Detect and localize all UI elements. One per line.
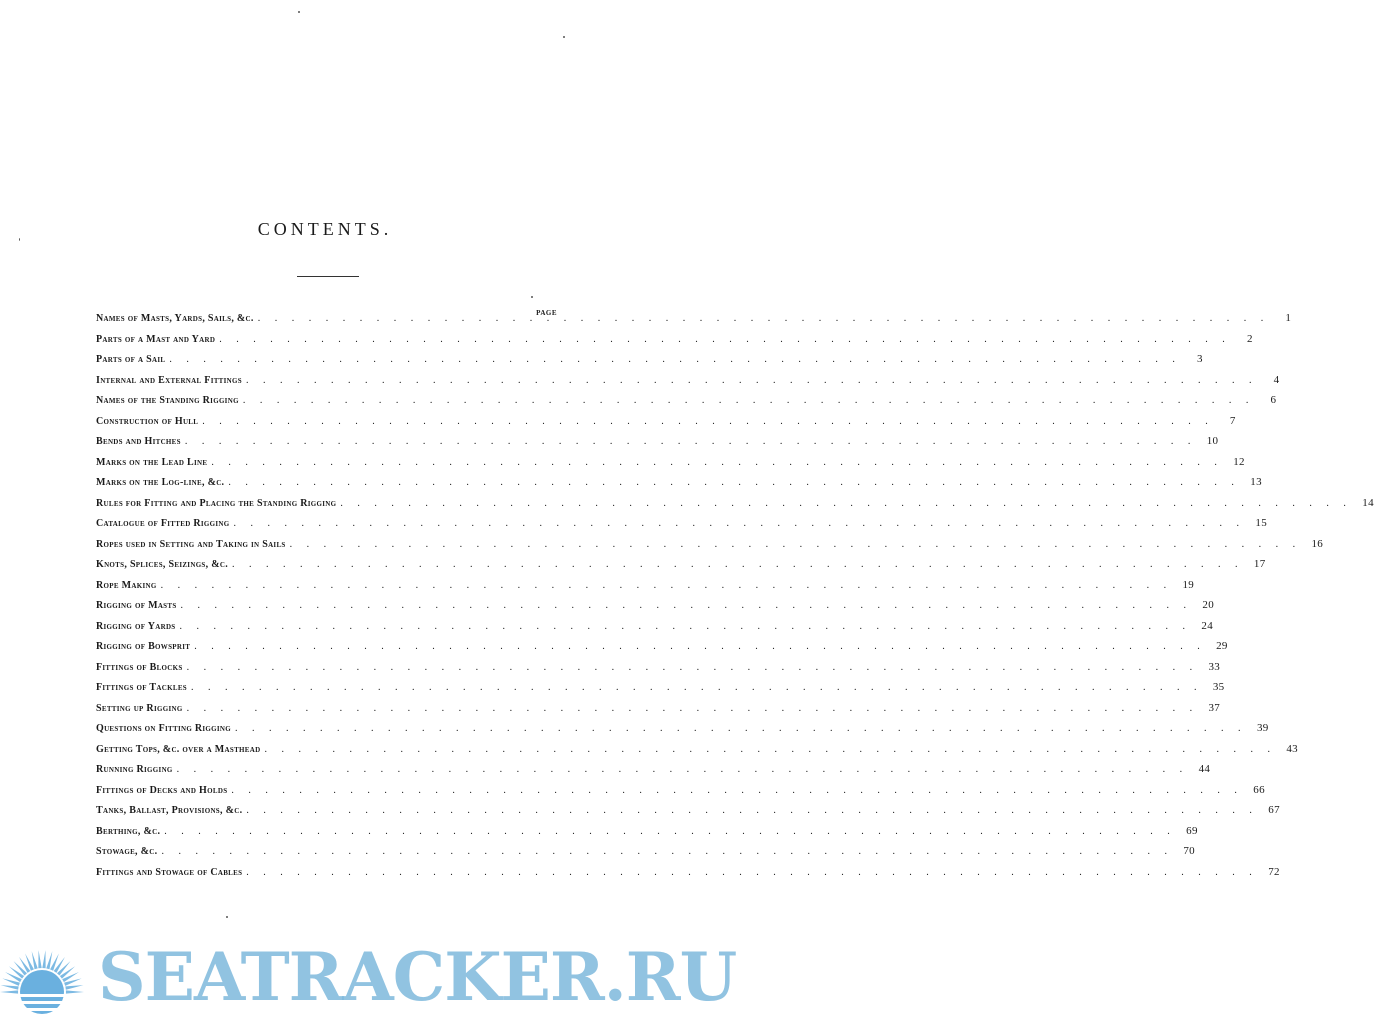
dot-leader [264,744,1276,755]
dot-leader [246,375,1258,386]
page-speck [531,296,533,298]
toc-entry-page-number: 35 [1212,681,1225,693]
toc-entry-page-number: 17 [1253,558,1266,570]
toc-entry-page-number: 19 [1182,578,1195,591]
toc-entry [96,496,1374,518]
toc-entry-label: Fittings of Blocks [96,661,183,673]
toc-entry [96,414,1236,436]
toc-entry [96,804,1280,825]
toc-entry-label: Fittings of Tackles [96,682,187,693]
contents-title: CONTENTS. [257,219,393,239]
toc-entry-page-number: 20 [1202,599,1215,611]
toc-entry-label: Stowage, &c. [96,846,158,857]
dot-leader [234,518,1246,529]
toc-entry-label: Marks on the Log-line, &c. [96,477,225,488]
toc-entry-page-number: 66 [1253,783,1265,796]
toc-entry-label: Names of Masts, Yards, Sails, &c. [96,313,254,324]
toc-entry-page-number: 37 [1208,701,1221,714]
page-speck [298,11,300,13]
toc-entry-page-number: 44 [1198,763,1211,775]
toc-entry-page-number: 39 [1256,722,1269,734]
dot-leader [228,477,1240,488]
dot-leader [232,559,1244,570]
toc-entry-page-number: 43 [1286,742,1298,755]
toc-entry-label: Knots, Splices, Seizings, &c. [96,559,229,570]
watermark-text: SEATRACKER.RU [98,938,737,1016]
toc-entry-label: Rigging of Yards [96,620,176,632]
toc-entry-label: Ropes used in Setting and Taking in Sails [96,538,286,550]
toc-entry-label: Rules for Fitting and Placing the Standing Rigging [96,497,337,509]
toc-entry-page-number: 1 [1285,312,1292,324]
page-column-heading: PAGE [536,309,557,317]
toc-entry-label: Running Rigging [96,764,173,775]
toc-entry [96,865,1280,887]
dot-leader [243,395,1255,406]
toc-entry-label: Setting up Rigging [96,702,183,714]
dot-leader [161,580,1173,591]
toc-entry-label: Fittings of Decks and Holds [96,784,228,796]
toc-entry-label: Internal and External Fittings [96,374,242,386]
watermark [0,930,737,1026]
toc-entry-label: Rope Making [96,579,157,591]
dot-leader [246,867,1258,878]
toc-entry-page-number: 14 [1362,496,1374,509]
dot-leader [211,457,1223,468]
toc-entry-label: Catalogue of Fitted Rigging [96,518,230,529]
toc-entry [96,660,1221,682]
toc-entry [96,640,1228,661]
toc-entry-label: Getting Tops, &c. over a Masthead [96,743,261,755]
dot-leader [161,846,1173,857]
toc-entry [96,455,1245,477]
toc-entry-page-number: 13 [1250,476,1262,488]
dot-leader [169,354,1181,365]
toc-entry-page-number: 12 [1233,455,1245,468]
toc-entry [96,701,1221,723]
toc-entry-page-number: 10 [1206,435,1219,447]
toc-entry [96,742,1298,764]
toc-entry [96,681,1225,702]
dot-leader [185,436,1197,447]
toc-entry [96,435,1219,456]
toc-entry-page-number: 16 [1311,537,1324,550]
dot-leader [187,662,1199,673]
toc-entry [96,599,1215,620]
toc-entry-label: Berthing, &c. [96,825,161,837]
dot-leader [194,641,1206,652]
toc-entry-page-number: 72 [1268,865,1280,878]
toc-entry [96,619,1213,641]
dot-leader [219,334,1231,345]
toc-entry-page-number: 15 [1255,517,1268,529]
toc-entry [96,824,1198,846]
dot-leader [235,723,1247,734]
toc-entry-label: Rigging of Masts [96,600,177,611]
title-rule [297,276,359,277]
toc-entry [96,394,1277,415]
toc-entry [96,332,1253,354]
toc-entry-page-number: 69 [1186,824,1198,837]
toc-entry-page-number: 6 [1270,394,1277,406]
sun-logo-icon [0,930,100,1026]
dot-leader [246,805,1258,816]
toc-entry-page-number: 24 [1201,619,1213,632]
toc-entry [96,845,1195,866]
toc-entry [96,517,1268,538]
toc-entry [96,537,1324,559]
toc-entry [96,558,1266,579]
page-speck [19,238,20,241]
toc-entry-label: Names of the Standing Rigging [96,395,239,406]
toc-entry-page-number: 70 [1183,845,1195,857]
toc-entry-label: Parts of a Sail [96,354,166,365]
dot-leader [180,621,1192,632]
dot-leader [191,682,1203,693]
dot-leader [340,498,1352,509]
toc-entry [96,763,1211,784]
dot-leader [164,826,1176,837]
toc-entry [96,783,1265,805]
toc-entry-page-number: 67 [1268,804,1280,816]
toc-entry-page-number: 33 [1208,660,1221,673]
toc-entry-page-number: 4 [1273,373,1280,386]
page-speck [226,916,228,918]
toc-entry [96,373,1280,395]
dot-leader [187,703,1199,714]
toc-entry [96,722,1269,743]
dot-leader [290,539,1302,550]
toc-entry [96,476,1262,497]
toc-entry-label: Questions on Fitting Rigging [96,723,232,734]
toc-entry-label: Parts of a Mast and Yard [96,333,216,345]
dot-leader [202,416,1214,427]
toc-entry-label: Construction of Hull [96,415,199,427]
toc-entry-label: Fittings and Stowage of Cables [96,866,243,878]
dot-leader [177,764,1189,775]
toc-entry [96,353,1203,374]
toc-entry-label: Tanks, Ballast, Provisions, &c. [96,805,243,816]
toc-entry [96,578,1195,600]
toc-entry-page-number: 3 [1197,353,1203,365]
dot-leader [231,785,1243,796]
toc-entry-page-number: 2 [1246,332,1253,345]
dot-leader [181,600,1193,611]
toc-entry-page-number: 7 [1229,414,1236,427]
page-speck [563,36,565,38]
dot-leader [258,313,1270,324]
toc-entry-label: Rigging of Bowsprit [96,641,191,652]
toc-entry-page-number: 29 [1216,640,1228,652]
toc-entry-label: Marks on the Lead Line [96,456,208,468]
toc-entry-label: Bends and Hitches [96,436,181,447]
